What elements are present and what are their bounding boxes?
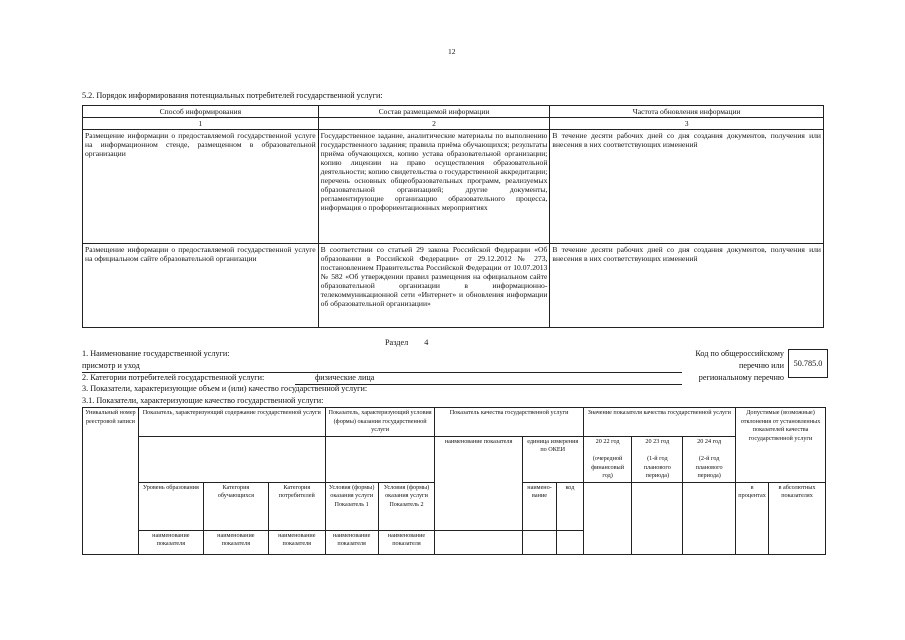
section-5-2-title: 5.2. Порядок информирования потенциальных потребителей государственной услуги: bbox=[82, 91, 383, 100]
table-row bbox=[83, 244, 824, 328]
section-label: Раздел bbox=[385, 338, 409, 347]
col-header-content: Состав размещаемой информации bbox=[318, 106, 550, 118]
col-header-frequency: Частота обновления информации bbox=[550, 106, 824, 118]
unit-name: наимено- вание bbox=[522, 482, 557, 530]
indicator-name-cell: наименование показателя bbox=[203, 530, 268, 554]
level-of-education: Уровень образования bbox=[138, 482, 203, 530]
page-number: 12 bbox=[448, 47, 456, 56]
category-students: Категория обучающихся bbox=[203, 482, 268, 530]
condition-2: Условия (формы) оказания услуги Показатель 2 bbox=[378, 482, 435, 530]
conditions-indicator-header: Показатель, характеризующий условия (формы) оказания государственной услуги bbox=[325, 408, 435, 437]
quality-table bbox=[82, 407, 826, 555]
category-consumers: Категория потребителей bbox=[268, 482, 325, 530]
year-2-header: 20 23 год (1-й год планового периода) bbox=[632, 436, 683, 482]
indicator-name-header: наименование показателя bbox=[435, 436, 522, 530]
year-3-header: 20 24 год (2-й год планового периода) bbox=[683, 436, 736, 482]
unit-header: единица измерения по ОКЕИ bbox=[522, 436, 583, 482]
row-content: В соответствии со статьей 29 закона Российской Федерации «Об образовании в Российской Федерации» от 29.12.2012 № 273, постановлением Правительства Российской Федерации от 10.07.2013 № 582 «Об утверждении правил размещения на официальном сайте образовательной организации в информационно-телекоммуникационной сети «Интернет» и обновления информации об образовательной организации» bbox=[318, 244, 550, 328]
quality-indicator-header: Показатель качества государственной услуги bbox=[435, 408, 583, 437]
service-name-label: 1. Наименование государственной услуги: bbox=[82, 349, 230, 358]
code-value-box: 50.785.0 bbox=[788, 349, 828, 378]
section-number: 4 bbox=[424, 338, 429, 347]
condition-1: Условия (формы) оказания услуги Показатель 1 bbox=[325, 482, 378, 530]
unique-number-header: Уникальный номер реестровой записи bbox=[83, 408, 139, 555]
row-method: Размещение информации о предоставляемой государственной услуге на информационном стенде, размещенном в образовательной организации bbox=[83, 130, 319, 244]
code-line-2: перечню или bbox=[738, 361, 784, 370]
service-name-value: присмотр и уход bbox=[82, 361, 140, 370]
row-method: Размещение информации о предоставляемой государственной услуге на официальном сайте образовательной организации bbox=[83, 244, 319, 328]
row-frequency: В течение десяти рабочих дней со дня создания документов, получения или внесения в них соответствующих изменений bbox=[550, 130, 824, 244]
consumers-label: 2. Категории потребителей государственной услуги: bbox=[82, 373, 265, 382]
information-table bbox=[82, 105, 824, 328]
col-header-method: Способ информирования bbox=[83, 106, 319, 118]
row-content: Государственное задание, аналитические материалы по выполнению государственного задания; правила приёма обучающихся; результаты приёма обучающихся, копию устава образовательной организации; копию лицензии на право осуществления образовательной деятельности; копию свидетельства о государственной аккредитации; перечень основных общеобразовательных программ, реализуемых образовательной организацией; другие документы, регламентирующие организацию образовательного процесса, информация о профориентационных мероприятиях bbox=[318, 130, 550, 244]
code-line-3: региональному перечню bbox=[698, 373, 784, 382]
indicator-name-cell: наименование показателя bbox=[138, 530, 203, 554]
consumers-value: физические лица bbox=[315, 373, 375, 382]
code-line-1: Код по общероссийскому bbox=[695, 349, 784, 358]
year-1-header: 20 22 год (очередной финансовый год) bbox=[583, 436, 632, 482]
unit-code: код bbox=[557, 482, 583, 530]
col-num: 3 bbox=[550, 118, 824, 130]
col-num: 2 bbox=[318, 118, 550, 130]
section-heading bbox=[385, 338, 428, 348]
quality-values-header: Значение показателя качества государственной услуги bbox=[583, 408, 735, 437]
indicator-name-cell: наименование показателя bbox=[268, 530, 325, 554]
deviations-header: Допустимые (возможные) отклонения от установленных показателей качества государственной услуги bbox=[736, 408, 826, 483]
indicators-label: 3. Показатели, характеризующие объем и (или) качество государственной услуги: bbox=[82, 384, 368, 393]
deviation-absolute: в абсолютных показателях bbox=[769, 482, 826, 554]
deviation-percent: в процентах bbox=[736, 482, 769, 554]
col-num: 1 bbox=[83, 118, 319, 130]
indicator-name-cell: наименование показателя bbox=[325, 530, 378, 554]
indicator-name-cell: наименование показателя bbox=[378, 530, 435, 554]
row-frequency: В течение десяти рабочих дней со дня создания документов, получения или внесения в них соответствующих изменений bbox=[550, 244, 824, 328]
table-row bbox=[83, 130, 824, 244]
content-indicator-header: Показатель, характеризующий содержание государственной услуги bbox=[138, 408, 325, 437]
quality-label: 3.1. Показатели, характеризующие качество государственной услуги: bbox=[82, 396, 324, 405]
